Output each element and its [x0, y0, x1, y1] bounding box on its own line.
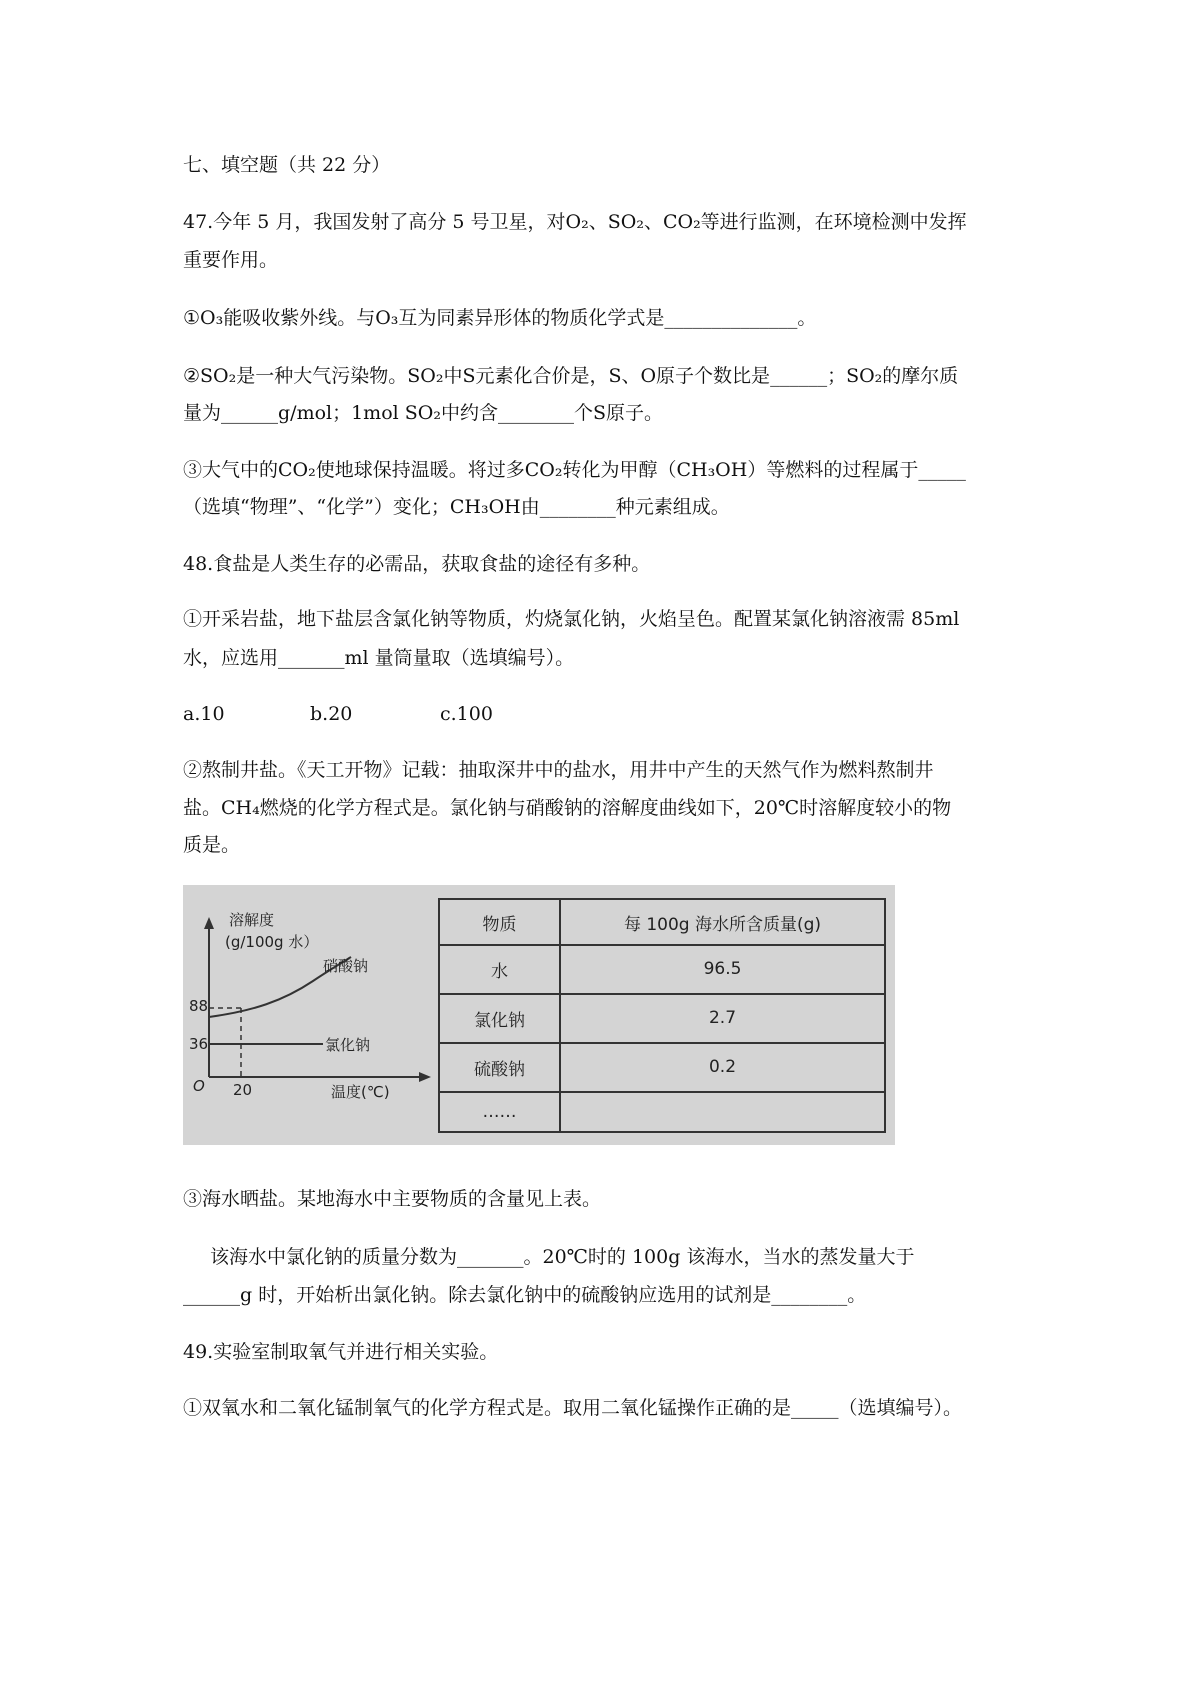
q48-line1: 48.食盐是人类生存的必需品，获取食盐的途径有多种。	[183, 553, 651, 575]
q48-part3-line3: ______g 时，开始析出氯化钠。除去氯化钠中的硫酸钠应选用的试剂是________。	[183, 1284, 867, 1306]
table-header-row	[439, 899, 885, 945]
table-cell: 氯化钠	[439, 994, 560, 1043]
table-header-mass: 每 100g 海水所含质量(g)	[560, 899, 885, 945]
sodium-nitrate-label: 硝酸钠	[323, 957, 369, 975]
table-row	[439, 1092, 885, 1132]
table-cell: 0.2	[560, 1043, 885, 1092]
q47-part2-line1: ②SO₂是一种大气污染物。SO₂中S元素化合价是，S、O原子个数比是______；SO₂的摩尔质	[183, 365, 959, 387]
table-cell: 硫酸钠	[439, 1043, 560, 1092]
option-c: c.100	[440, 703, 493, 725]
x-axis-label: 温度(℃)	[331, 1083, 390, 1101]
solubility-figure	[183, 885, 895, 1145]
seawater-table	[438, 898, 886, 1133]
section-title: 七、填空题（共 22 分）	[183, 154, 391, 176]
sodium-chloride-label: 氯化钠	[325, 1036, 371, 1054]
q49-part1: ①双氧水和二氧化锰制氧气的化学方程式是。取用二氧化锰操作正确的是_____（选填编号）。	[183, 1397, 963, 1419]
y-axis-label-1: 溶解度	[229, 911, 275, 929]
q47-line1: 47.今年 5 月，我国发射了高分 5 号卫星，对O₂、SO₂、CO₂等进行监测，在环境检测中发挥	[183, 211, 967, 233]
y-axis-arrow	[204, 917, 214, 929]
q47-part3-line1: ③大气中的CO₂使地球保持温暖。将过多CO₂转化为甲醇（CH₃OH）等燃料的过程属于_____	[183, 459, 966, 481]
option-a: a.10	[183, 703, 225, 725]
y-tick-88: 88	[189, 997, 209, 1015]
table-cell: 2.7	[560, 994, 885, 1043]
table-cell	[560, 1092, 885, 1132]
q48-part2-line2: 盐。CH₄燃烧的化学方程式是。氯化钠与硝酸钠的溶解度曲线如下，20℃时溶解度较小的物	[183, 797, 952, 819]
q47-part3-line2: （选填“物理”、“化学”）变化；CH₃OH由________种元素组成。	[183, 496, 730, 518]
q47-part1: ①O₃能吸收紫外线。与O₃互为同素异形体的物质化学式是______________。	[183, 307, 817, 329]
q48-part3-line2: 该海水中氯化钠的质量分数为_______。20℃时的 100g 该海水，当水的蒸发量大于	[210, 1246, 915, 1268]
table-header-substance: 物质	[439, 899, 560, 945]
table-row	[439, 1043, 885, 1092]
table-row	[439, 994, 885, 1043]
x-axis-arrow	[419, 1072, 431, 1082]
x-tick-20: 20	[233, 1081, 253, 1099]
option-b: b.20	[310, 703, 353, 725]
y-axis-label-2: (g/100g 水）	[225, 933, 319, 951]
table-row	[439, 945, 885, 994]
q47-line2: 重要作用。	[183, 249, 279, 271]
table-cell: 水	[439, 945, 560, 994]
table-cell: 96.5	[560, 945, 885, 994]
q48-part3-line1: ③海水晒盐。某地海水中主要物质的含量见上表。	[183, 1188, 602, 1210]
origin-label: O	[193, 1077, 205, 1095]
q47-part2-line2: 量为______g/mol；1mol SO₂中约含________个S原子。	[183, 402, 663, 424]
q48-part1-line1: ①开采岩盐，地下盐层含氯化钠等物质，灼烧氯化钠，火焰呈色。配置某氯化钠溶液需 85ml	[183, 608, 960, 630]
q49-line1: 49.实验室制取氧气并进行相关实验。	[183, 1341, 499, 1363]
q48-part2-line1: ②熬制井盐。《天工开物》记载：抽取深井中的盐水，用井中产生的天然气作为燃料熬制井	[183, 759, 934, 781]
y-tick-36: 36	[189, 1035, 209, 1053]
q48-part1-line2: 水，应选用_______ml 量筒量取（选填编号）。	[183, 647, 575, 669]
table-cell: ……	[439, 1092, 560, 1132]
q48-part2-line3: 质是。	[183, 834, 241, 856]
